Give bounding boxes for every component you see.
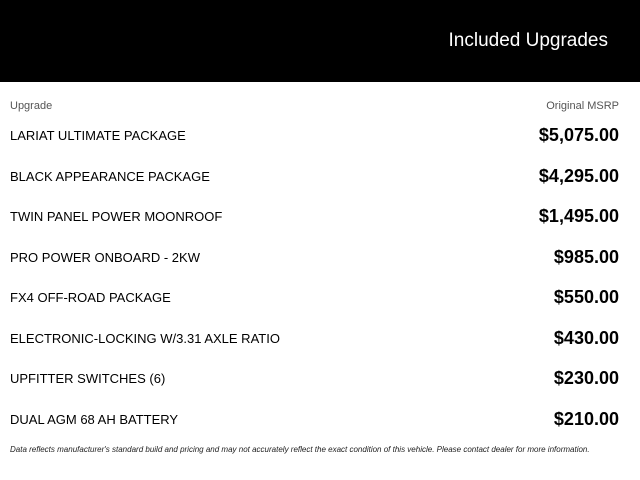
upgrade-price: $550.00 <box>553 287 619 307</box>
column-headers <box>10 99 619 113</box>
upgrade-name: ELECTRONIC-LOCKING W/3.31 AXLE RATIO <box>10 330 280 346</box>
upgrade-row <box>10 278 619 319</box>
upgrade-price: $1,495.00 <box>538 206 619 226</box>
header-bar <box>0 0 640 82</box>
msrp-column-header: Original MSRP <box>546 100 619 112</box>
upgrade-name: PRO POWER ONBOARD - 2KW <box>10 249 200 265</box>
upgrade-price: $210.00 <box>553 408 619 429</box>
upgrade-price: $430.00 <box>553 327 619 348</box>
upgrade-name: TWIN PANEL POWER MOONROOF <box>10 209 223 224</box>
upgrade-row <box>10 238 619 279</box>
page-title: Included Upgrades <box>448 30 608 51</box>
upgrade-price: $5,075.00 <box>538 125 619 145</box>
upgrade-row <box>10 157 619 198</box>
disclaimer-text: Data reflects manufacturer's standard build and pricing and may not accurately reflect the exact condition of this vehicle. Please contact dealer for more information. <box>10 445 590 454</box>
upgrade-row <box>10 359 619 400</box>
upgrade-row <box>10 197 619 238</box>
upgrade-row <box>10 319 619 360</box>
upgrade-name: UPFITTER SWITCHES (6) <box>10 371 166 386</box>
upgrade-row <box>10 400 619 441</box>
upgrades-list <box>10 116 619 440</box>
upgrade-price: $230.00 <box>553 368 619 388</box>
upgrade-name: BLACK APPEARANCE PACKAGE <box>10 168 210 184</box>
upgrade-column-header: Upgrade <box>10 100 53 112</box>
upgrade-name: FX4 OFF-ROAD PACKAGE <box>10 290 171 305</box>
upgrade-row <box>10 116 619 157</box>
upgrade-price: $985.00 <box>553 246 619 267</box>
upgrade-name: DUAL AGM 68 AH BATTERY <box>10 411 179 427</box>
upgrade-name: LARIAT ULTIMATE PACKAGE <box>10 128 186 143</box>
upgrade-price: $4,295.00 <box>538 165 619 186</box>
